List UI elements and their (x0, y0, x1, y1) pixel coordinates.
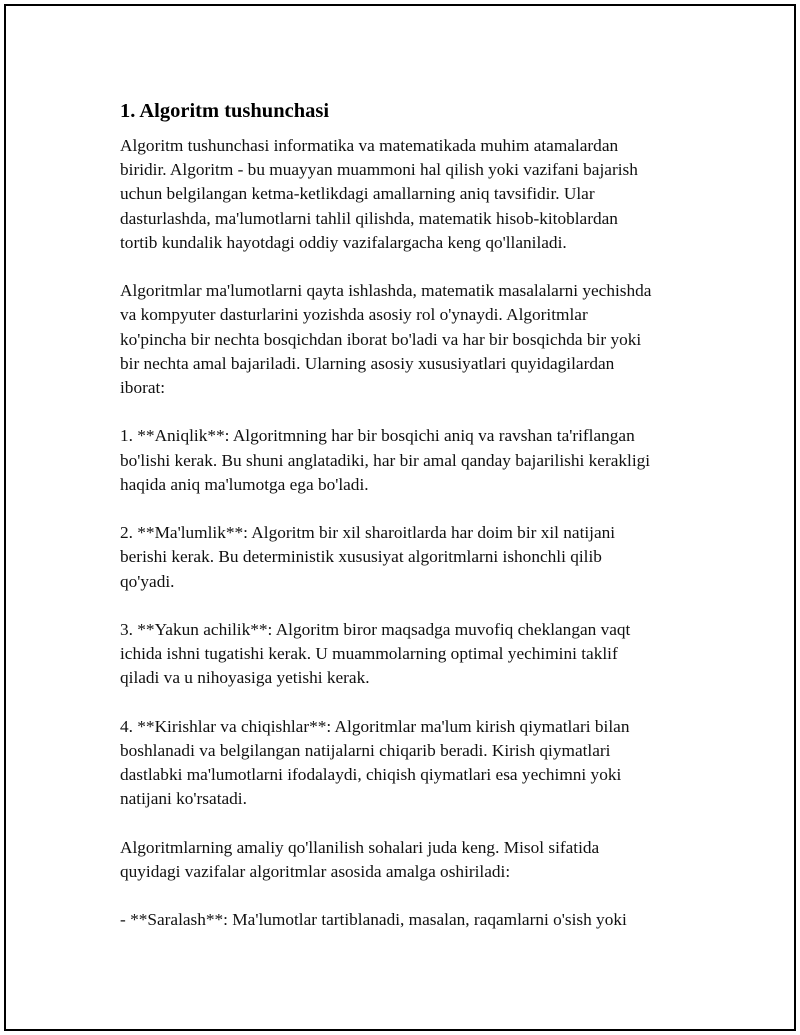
paragraph-intro (120, 134, 700, 255)
text-line: uchun belgilangan ketma-ketlikdagi amallarning aniq tavsifidir. Ular (120, 184, 595, 204)
text-line: qo'yadi. (120, 571, 175, 591)
text-line: 1. **Aniqlik**: Algoritmning har bir bosqichi aniq va ravshan ta'riflangan (120, 426, 635, 446)
list-item-malumlik (120, 521, 700, 594)
document-page (4, 4, 796, 1031)
text-line: iborat: (120, 378, 166, 398)
text-line: boshlanadi va belgilangan natijalarni chiqarib beradi. Kirish qiymatlari (120, 741, 611, 760)
text-line: 4. **Kirishlar va chiqishlar**: Algoritmlar ma'lum kirish qiymatlari bilan (120, 716, 630, 736)
text-line: Algoritmlar ma'lumotlarni qayta ishlashda, matematik masalalarni yechishda (120, 281, 652, 301)
list-item-aniqlik (120, 424, 700, 497)
paragraph-properties-intro (120, 279, 700, 400)
text-line: ichida ishni tugatishi kerak. U muammolarning optimal yechimini taklif (120, 644, 618, 664)
text-line: 2. **Ma'lumlik**: Algoritm bir xil sharoitlarda har doim bir xil natijani (120, 523, 616, 543)
text-line: dastlabki ma'lumotlarni ifodalaydi, chiqish qiymatlari esa yechimni yoki (120, 765, 622, 785)
text-line: dasturlashda, ma'lumotlarni tahlil qilishda, matematik hisob-kitoblardan (120, 208, 618, 228)
list-item-yakun-achilik (120, 618, 700, 691)
text-line: Algoritmlarning amaliy qo'llanilish sohalari juda keng. Misol sifatida (120, 837, 600, 857)
text-line: 3. **Yakun achilik**: Algoritm biror maqsadga muvofiq cheklangan vaqt (120, 620, 631, 639)
text-line: Algoritm tushunchasi informatika va matematikada muhim atamalardan (120, 136, 619, 155)
section-heading: 1. Algoritm tushunchasi (120, 100, 330, 122)
document-body (120, 98, 700, 957)
text-line: biridir. Algoritm - bu muayyan muammoni hal qilish yoki vazifani bajarish (120, 160, 638, 180)
text-line: natijani ko'rsatadi. (120, 789, 247, 809)
text-line: va kompyuter dasturlarini yozishda asosiy rol o'ynaydi. Algoritmlar (120, 305, 588, 325)
text-line: bo'lishi kerak. Bu shuni anglatadiki, har bir amal qanday bajarilishi kerakligi (120, 450, 651, 470)
list-item-kirishlar (120, 715, 700, 812)
text-line: quyidagi vazifalar algoritmlar asosida amalga oshiriladi: (120, 862, 511, 881)
paragraph-applications (120, 836, 700, 884)
text-line: haqida aniq ma'lumotga ega bo'ladi. (120, 474, 369, 494)
list-item-saralash (120, 908, 700, 932)
text-line: berishi kerak. Bu deterministik xususiyat algoritmlarni ishonchli qilib (120, 547, 602, 567)
text-line: bir nechta amal bajariladi. Ularning asosiy xususiyatlari quyidagilardan (120, 353, 615, 373)
text-line: - **Saralash**: Ma'lumotlar tartiblanadi, masalan, raqamlarni o'sish yoki (120, 910, 627, 930)
text-line: ko'pincha bir nechta bosqichdan iborat bo'ladi va har bir bosqichda bir yoki (120, 329, 642, 349)
text-line: qiladi va u nihoyasiga yetishi kerak. (120, 668, 370, 688)
text-line: tortib kundalik hayotdagi oddiy vazifalargacha keng qo'llaniladi. (120, 232, 567, 252)
